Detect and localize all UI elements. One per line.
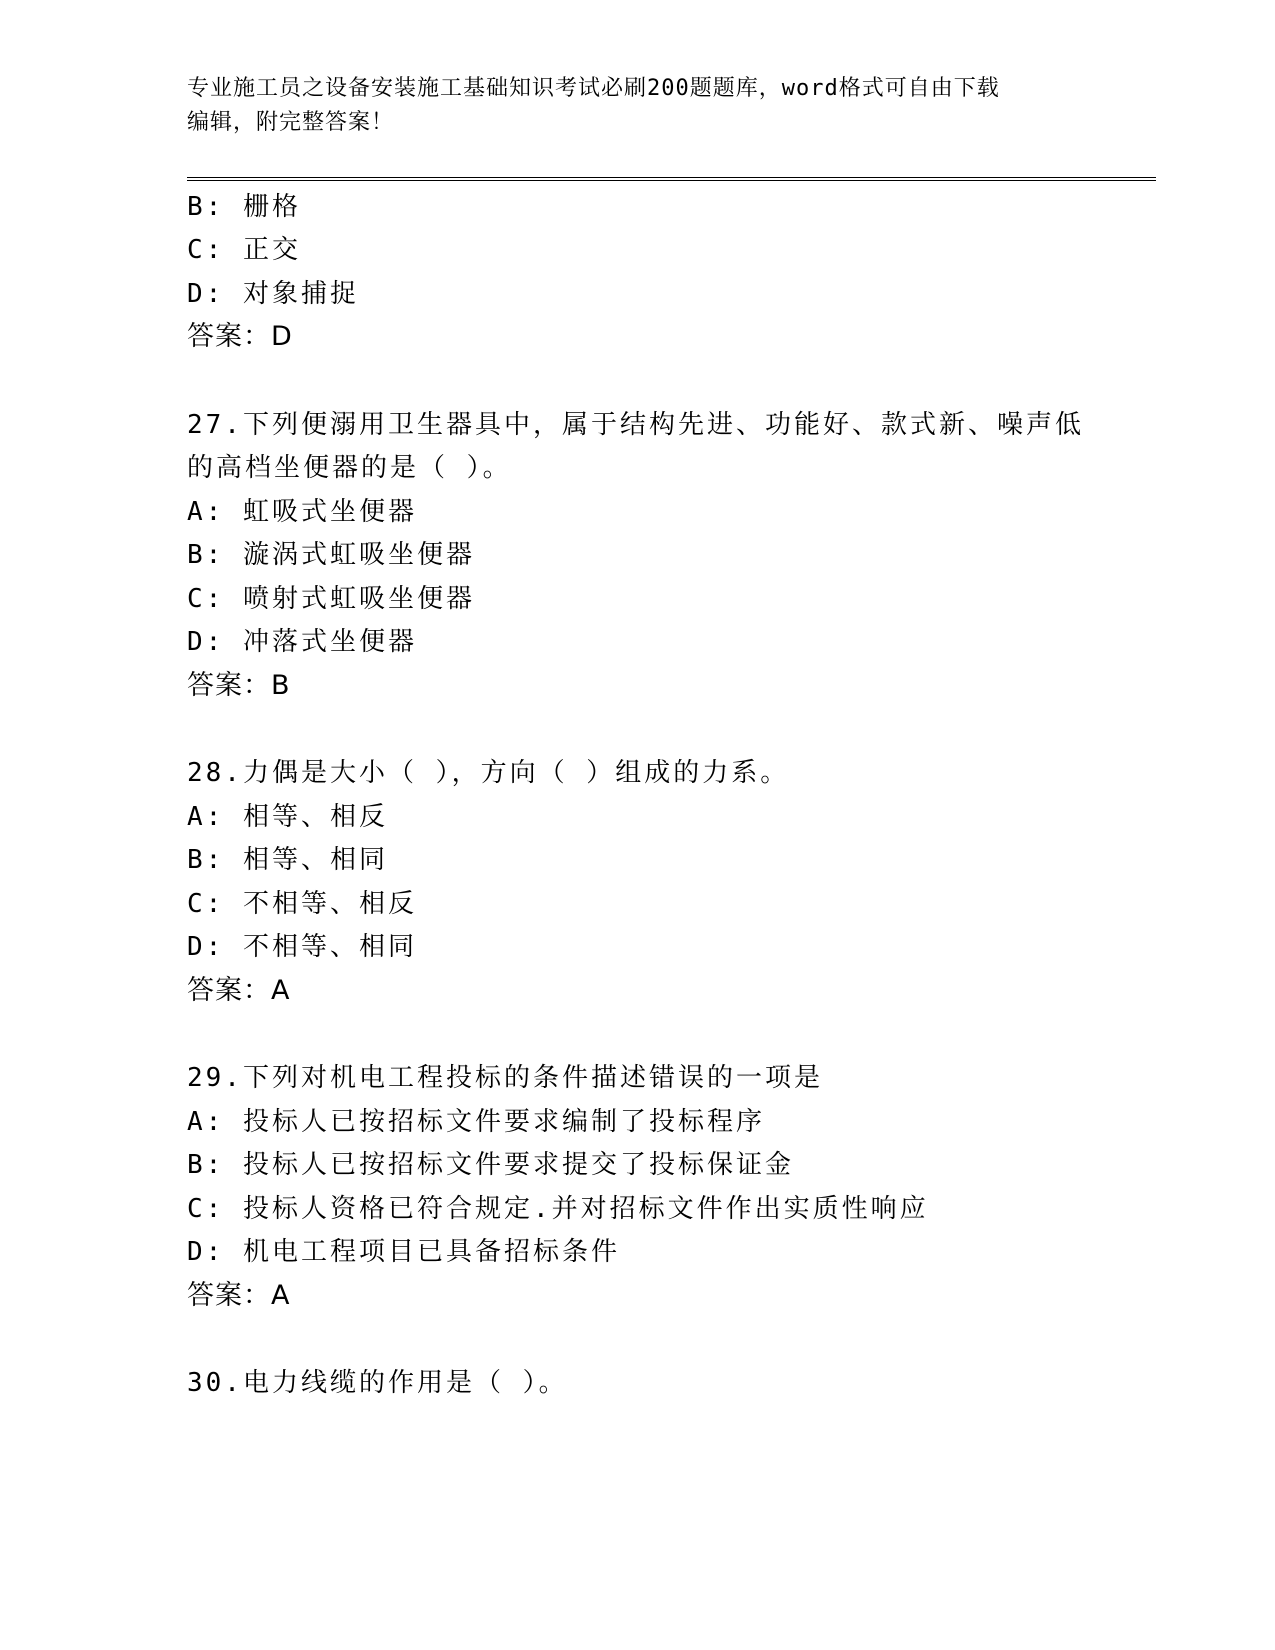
header-line-1: 专业施工员之设备安装施工基础知识考试必刷200题题库，word格式可自由下载 — [187, 76, 1000, 101]
q27-option-a: A: 虹吸式坐便器 — [187, 497, 417, 527]
q28-option-c: C: 不相等、相反 — [187, 889, 417, 919]
document-header — [187, 72, 1087, 140]
q28-question: 28.力偶是大小（ ），方向（ ）组成的力系。 — [187, 758, 790, 788]
q29-option-b: B: 投标人已按招标文件要求提交了投标保证金 — [187, 1150, 794, 1180]
q28-option-b: B: 相等、相同 — [187, 845, 388, 875]
q28-option-d: D: 不相等、相同 — [187, 932, 417, 962]
q26-option-c: C: 正交 — [187, 235, 301, 265]
q26-option-b: B: 栅格 — [187, 192, 301, 222]
q29-option-c: C: 投标人资格已符合规定.并对招标文件作出实质性响应 — [187, 1194, 929, 1224]
q29-answer: 答案：A — [187, 1280, 291, 1311]
q28-option-a: A: 相等、相反 — [187, 802, 388, 832]
q28-answer: 答案：A — [187, 975, 291, 1006]
header-line-2: 编辑，附完整答案！ — [187, 110, 395, 135]
q27-answer: 答案：B — [187, 670, 291, 701]
q27-option-c: C: 喷射式虹吸坐便器 — [187, 584, 475, 614]
q29-question: 29.下列对机电工程投标的条件描述错误的一项是 — [187, 1063, 823, 1093]
q27-question-line-2: 的高档坐便器的是（ ）。 — [187, 453, 512, 483]
q27-option-d: D: 冲落式坐便器 — [187, 627, 417, 657]
q26-option-d: D: 对象捕捉 — [187, 279, 359, 309]
q27-question-line-1: 27.下列便溺用卫生器具中，属于结构先进、功能好、款式新、噪声低 — [187, 410, 1084, 440]
q29-option-a: A: 投标人已按招标文件要求编制了投标程序 — [187, 1107, 765, 1137]
q29-option-d: D: 机电工程项目已具备招标条件 — [187, 1237, 620, 1267]
header-divider — [187, 177, 1156, 181]
q26-answer: 答案：D — [187, 321, 293, 352]
q27-option-b: B: 漩涡式虹吸坐便器 — [187, 540, 475, 570]
q30-question: 30.电力线缆的作用是（ ）。 — [187, 1368, 568, 1398]
